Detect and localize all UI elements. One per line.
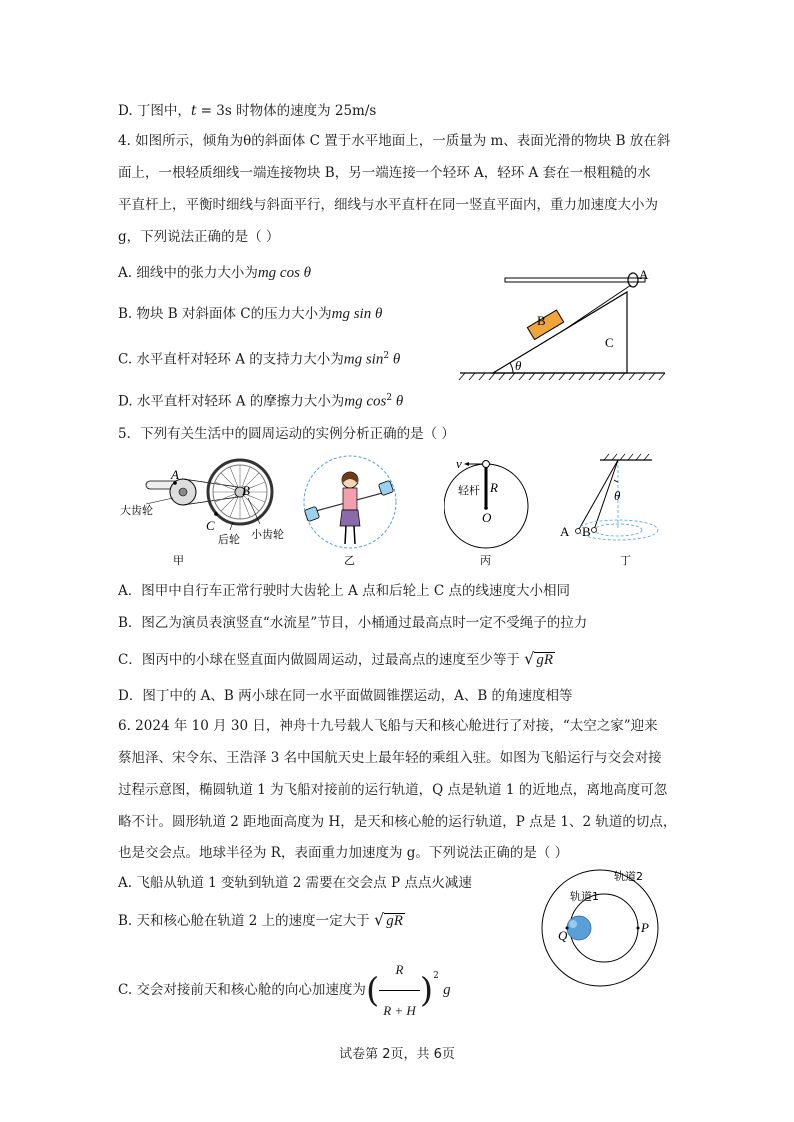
incline-c bbox=[493, 292, 627, 373]
ball-a bbox=[576, 529, 581, 534]
label-rod: 轻杆 bbox=[458, 484, 480, 497]
q3-option-d: D. 丁图中，t = 3s 时物体的速度为 25m/s bbox=[118, 103, 377, 119]
q4-stem-line-1: 4. 如图所示，倾角为θ的斜面体 C 置于水平地面上，一质量为 m、表面光滑的物块 B 放在斜 bbox=[118, 133, 671, 149]
label-big-gear: 大齿轮 bbox=[120, 504, 153, 517]
earth bbox=[567, 916, 591, 940]
q6-stem-line-1: 6. 2024 年 10 月 30 日，神舟十九号载人飞船与天和核心舱进行了对接，“太空之家”迎来 bbox=[118, 718, 658, 734]
horizontal-rod bbox=[505, 278, 645, 282]
label-p: P bbox=[641, 920, 649, 935]
caption-bing: 丙 bbox=[480, 554, 491, 567]
q5-figure-yi bbox=[298, 452, 408, 570]
q4-stem-line-2: 面上，一根轻质细线一端连接物块 B，另一端连接一个轻环 A，轻环 A 套在一根粗糙的水 bbox=[118, 165, 651, 181]
q4-option-c: C. 水平直杆对轻环 A 的支持力大小为mg $\sin^2 \theta$ bbox=[118, 351, 401, 368]
label-ball-b: B bbox=[582, 524, 591, 539]
bucket-left bbox=[304, 506, 319, 521]
q6-stem-line-2: 蔡旭泽、宋令东、王浩泽 3 名中国航天史上最年轻的乘组入驻。如图为飞船运行与交会对接 bbox=[118, 750, 662, 766]
q6-option-b: B. 天和核心舱在轨道 2 上的速度一定大于 √ gR bbox=[118, 910, 403, 929]
q5-figure-jia bbox=[118, 452, 288, 570]
q6-option-c: C. 交会对接前天和核心舱的向心加速度为( $\frac{R}{R + H}$ )$^2$ g bbox=[118, 950, 451, 1031]
label-point-a: A bbox=[171, 467, 179, 482]
label-c: C bbox=[605, 335, 614, 350]
performer-body bbox=[343, 488, 357, 510]
q6-option-a: A. 飞船从轨道 1 变轨到轨道 2 需要在交会点 P 点点火减速 bbox=[118, 875, 472, 891]
label-theta-ding: θ bbox=[614, 488, 621, 503]
q4-incline-figure bbox=[455, 265, 670, 383]
q4-option-a: A. 细线中的张力大小为mg cos θ bbox=[118, 265, 312, 281]
q5-stem: 5．下列有关生活中的圆周运动的实例分析正确的是（ ） bbox=[118, 426, 455, 442]
caption-ding: 丁 bbox=[620, 554, 631, 567]
label-ball-a: A bbox=[560, 524, 570, 539]
q5-option-d: D．图丁中的 A、B 两小球在同一水平面做圆锥摆运动，A、B 的角速度相等 bbox=[118, 688, 573, 704]
q5-option-b: B．图乙为演员表演竖直“水流星”节目，小桶通过最高点时一定不受绳子的拉力 bbox=[118, 615, 588, 631]
q4-option-b: B. 物块 B 对斜面体 C的压力大小为mg sin θ bbox=[118, 306, 383, 322]
label-q: Q bbox=[558, 928, 568, 943]
point-c bbox=[214, 512, 218, 516]
page-footer: 试卷第 2页，共 6页 bbox=[339, 1047, 455, 1062]
label-o: O bbox=[482, 510, 492, 525]
q5-figure-bing bbox=[444, 452, 536, 570]
q4-stem-line-4: g，下列说法正确的是（ ） bbox=[118, 229, 280, 245]
q4-stem-line-3: 平直杆上，平衡时细线与斜面平行，细线与水平直杆在同一竖直平面内，重力加速度大小为 bbox=[118, 197, 658, 213]
label-point-c: C bbox=[206, 518, 215, 533]
q6-stem-line-4: 略不计。圆形轨道 2 距地面高度为 H，是天和核心舱的运行轨道，P 点是 1、2 轨道的切点， bbox=[118, 814, 677, 830]
q5-figure-ding bbox=[556, 452, 678, 570]
label-small-gear: 小齿轮 bbox=[251, 528, 284, 541]
q5-option-a: A．图甲中自行车正常行驶时大齿轮上 A 点和后轮上 C 点的线速度大小相同 bbox=[118, 583, 570, 599]
label-theta: θ bbox=[515, 358, 522, 373]
caption-yi: 乙 bbox=[344, 554, 355, 567]
label-a: A bbox=[639, 267, 649, 282]
label-b: B bbox=[537, 313, 546, 328]
ball-b bbox=[592, 528, 597, 533]
q4-option-d: D. 水平直杆对轻环 A 的摩擦力大小为mg $\cos^2 \theta$ bbox=[118, 393, 404, 410]
label-v: v bbox=[456, 456, 462, 471]
q5-option-c: C．图丙中的小球在竖直面内做圆周运动，过最高点的速度至少等于 √ gR bbox=[118, 649, 554, 668]
label-point-b: B bbox=[242, 483, 250, 498]
label-orbit-2: 轨道2 bbox=[614, 870, 643, 883]
label-rear-wheel: 后轮 bbox=[218, 533, 240, 546]
q6-stem-line-3: 过程示意图，椭圆轨道 1 为飞船对接前的运行轨道，Q 点是轨道 1 的近地点，离地高度可忽 bbox=[118, 782, 668, 798]
q6-orbit-figure bbox=[518, 868, 678, 990]
label-orbit-1: 轨道1 bbox=[570, 890, 599, 903]
caption-jia: 甲 bbox=[173, 554, 184, 567]
ball bbox=[483, 461, 490, 468]
q6-stem-line-5: 也是交会点。地球半径为 R，表面重力加速度为 g。下列说法正确的是（ ） bbox=[118, 845, 569, 861]
label-r: R bbox=[490, 480, 498, 495]
